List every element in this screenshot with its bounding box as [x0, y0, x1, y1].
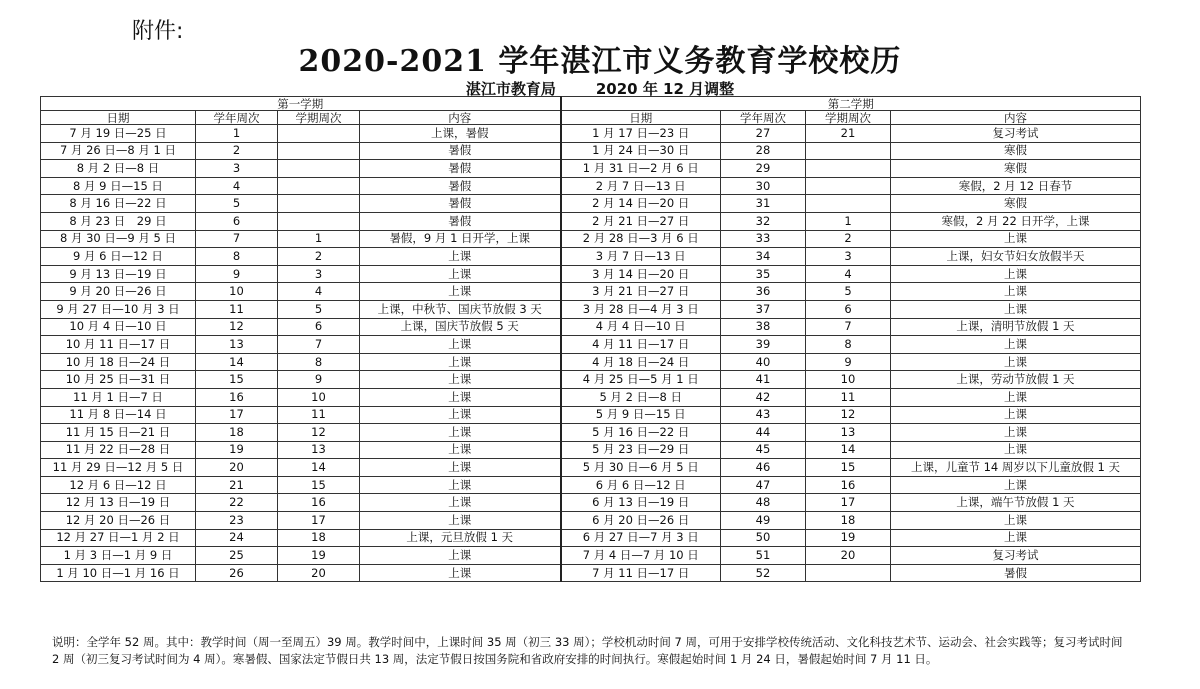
table-row: [41, 300, 1141, 318]
term1-term-week-cell: 2: [278, 248, 360, 266]
term2-content-cell: 上课: [891, 230, 1141, 248]
term2-year-week-cell: 33: [721, 230, 806, 248]
term1-year-week-cell: 19: [196, 441, 278, 459]
term1-year-week-cell: 23: [196, 512, 278, 530]
term1-term-week-cell: 14: [278, 459, 360, 477]
table-row: [41, 195, 1141, 213]
term2-term-week-cell: 15: [806, 459, 891, 477]
calendar-table: [40, 96, 1141, 582]
table-row: [41, 265, 1141, 283]
term2-year-week-cell: 48: [721, 494, 806, 512]
term2-term-week-cell: 6: [806, 300, 891, 318]
table-row: [41, 476, 1141, 494]
term1-term-week-cell: 5: [278, 300, 360, 318]
term2-year-week-cell: 32: [721, 212, 806, 230]
column-header-row: [41, 111, 1141, 125]
term2-content-cell: 寒假: [891, 142, 1141, 160]
content-header: 内容: [360, 111, 561, 125]
term1-date-cell: 10 月 4 日—10 日: [41, 318, 196, 336]
table-row: [41, 529, 1141, 547]
attachment-label: 附件:: [132, 19, 184, 44]
table-row: [41, 160, 1141, 178]
table-row: [41, 125, 1141, 143]
term2-year-week-cell: 45: [721, 441, 806, 459]
term1-content-cell: 上课: [360, 441, 561, 459]
term1-term-week-cell: 3: [278, 265, 360, 283]
term1-year-week-cell: 4: [196, 177, 278, 195]
term1-content-cell: 上课: [360, 476, 561, 494]
term1-date-cell: 8 月 16 日—22 日: [41, 195, 196, 213]
term1-term-week-cell: [278, 160, 360, 178]
term2-content-cell: 寒假，2 月 22 日开学，上课: [891, 212, 1141, 230]
term2-year-week-cell: 28: [721, 142, 806, 160]
term1-content-cell: 上课: [360, 353, 561, 371]
term1-term-week-cell: 11: [278, 406, 360, 424]
term2-date-cell: 2 月 21 日—27 日: [561, 212, 721, 230]
term2-year-week-cell: 37: [721, 300, 806, 318]
term2-content-cell: 上课: [891, 283, 1141, 301]
term1-header: 第一学期: [41, 97, 561, 111]
term2-date-cell: 7 月 4 日—7 月 10 日: [561, 547, 721, 565]
term1-year-week-cell: 15: [196, 371, 278, 389]
term1-content-cell: 上课: [360, 265, 561, 283]
term2-year-week-cell: 42: [721, 388, 806, 406]
term-week-header: 学期周次: [806, 111, 891, 125]
term2-content-cell: 上课: [891, 336, 1141, 354]
term2-term-week-cell: [806, 160, 891, 178]
term1-term-week-cell: [278, 195, 360, 213]
term2-date-cell: 1 月 24 日—30 日: [561, 142, 721, 160]
term2-date-cell: 4 月 25 日—5 月 1 日: [561, 371, 721, 389]
term2-term-week-cell: 16: [806, 476, 891, 494]
term1-year-week-cell: 14: [196, 353, 278, 371]
table-row: [41, 283, 1141, 301]
term2-term-week-cell: 8: [806, 336, 891, 354]
term1-term-week-cell: 4: [278, 283, 360, 301]
year-week-header: 学年周次: [721, 111, 806, 125]
term2-content-cell: 上课: [891, 512, 1141, 530]
term1-year-week-cell: 18: [196, 424, 278, 442]
term2-date-cell: 5 月 9 日—15 日: [561, 406, 721, 424]
term1-date-cell: 9 月 27 日—10 月 3 日: [41, 300, 196, 318]
term1-year-week-cell: 6: [196, 212, 278, 230]
term1-term-week-cell: 7: [278, 336, 360, 354]
term2-content-cell: 寒假，2 月 12 日春节: [891, 177, 1141, 195]
term1-content-cell: 上课: [360, 547, 561, 565]
table-row: [41, 547, 1141, 565]
table-row: [41, 177, 1141, 195]
term1-content-cell: 上课: [360, 406, 561, 424]
term2-term-week-cell: 21: [806, 125, 891, 143]
term2-content-cell: 上课: [891, 406, 1141, 424]
term1-content-cell: 暑假，9 月 1 日开学，上课: [360, 230, 561, 248]
term2-term-week-cell: 5: [806, 283, 891, 301]
term2-date-cell: 3 月 7 日—13 日: [561, 248, 721, 266]
term2-term-week-cell: 7: [806, 318, 891, 336]
term1-content-cell: 上课: [360, 424, 561, 442]
term1-date-cell: 8 月 23 日 29 日: [41, 212, 196, 230]
term1-date-cell: 1 月 3 日—1 月 9 日: [41, 547, 196, 565]
term1-term-week-cell: 10: [278, 388, 360, 406]
term2-content-cell: 寒假: [891, 195, 1141, 213]
term2-content-cell: 暑假: [891, 564, 1141, 582]
term1-term-week-cell: 8: [278, 353, 360, 371]
table-row: [41, 212, 1141, 230]
term2-term-week-cell: [806, 142, 891, 160]
term2-date-cell: 5 月 30 日—6 月 5 日: [561, 459, 721, 477]
term1-year-week-cell: 2: [196, 142, 278, 160]
term2-content-cell: 上课: [891, 424, 1141, 442]
term2-year-week-cell: 43: [721, 406, 806, 424]
term1-content-cell: 上课，暑假: [360, 125, 561, 143]
term2-content-cell: 上课，妇女节妇女放假半天: [891, 248, 1141, 266]
date-header: 日期: [41, 111, 196, 125]
term2-year-week-cell: 47: [721, 476, 806, 494]
term2-term-week-cell: 14: [806, 441, 891, 459]
term1-content-cell: 暑假: [360, 177, 561, 195]
term1-content-cell: 上课，中秋节、国庆节放假 3 天: [360, 300, 561, 318]
term2-year-week-cell: 27: [721, 125, 806, 143]
term1-date-cell: 10 月 18 日—24 日: [41, 353, 196, 371]
term2-year-week-cell: 29: [721, 160, 806, 178]
term2-year-week-cell: 46: [721, 459, 806, 477]
term1-date-cell: 12 月 13 日—19 日: [41, 494, 196, 512]
term2-date-cell: 1 月 31 日—2 月 6 日: [561, 160, 721, 178]
term1-date-cell: 7 月 26 日—8 月 1 日: [41, 142, 196, 160]
term2-date-cell: 4 月 18 日—24 日: [561, 353, 721, 371]
table-row: [41, 353, 1141, 371]
term-header-row: [41, 97, 1141, 111]
term1-content-cell: 上课，元旦放假 1 天: [360, 529, 561, 547]
term1-content-cell: 暑假: [360, 160, 561, 178]
term1-date-cell: 11 月 15 日—21 日: [41, 424, 196, 442]
table-row: [41, 512, 1141, 530]
term1-content-cell: 上课: [360, 248, 561, 266]
content-header: 内容: [891, 111, 1141, 125]
term2-date-cell: 2 月 28 日—3 月 6 日: [561, 230, 721, 248]
term1-date-cell: 1 月 10 日—1 月 16 日: [41, 564, 196, 582]
term2-content-cell: 上课: [891, 476, 1141, 494]
term1-date-cell: 9 月 20 日—26 日: [41, 283, 196, 301]
page-title: 2020-2021 学年湛江市义务教育学校校历: [298, 44, 902, 79]
year-week-header: 学年周次: [196, 111, 278, 125]
term2-year-week-cell: 38: [721, 318, 806, 336]
term2-year-week-cell: 51: [721, 547, 806, 565]
term2-year-week-cell: 35: [721, 265, 806, 283]
term1-date-cell: 8 月 30 日—9 月 5 日: [41, 230, 196, 248]
term2-date-cell: 1 月 17 日—23 日: [561, 125, 721, 143]
term2-term-week-cell: 11: [806, 388, 891, 406]
term1-year-week-cell: 8: [196, 248, 278, 266]
term2-date-cell: 2 月 14 日—20 日: [561, 195, 721, 213]
term2-date-cell: 6 月 20 日—26 日: [561, 512, 721, 530]
term2-year-week-cell: 31: [721, 195, 806, 213]
term1-year-week-cell: 24: [196, 529, 278, 547]
term1-term-week-cell: 13: [278, 441, 360, 459]
term1-content-cell: 暑假: [360, 195, 561, 213]
term2-date-cell: 3 月 21 日—27 日: [561, 283, 721, 301]
term2-date-cell: 4 月 4 日—10 日: [561, 318, 721, 336]
term2-year-week-cell: 44: [721, 424, 806, 442]
term2-content-cell: 上课: [891, 353, 1141, 371]
term1-term-week-cell: 1: [278, 230, 360, 248]
term2-content-cell: 上课: [891, 265, 1141, 283]
term1-date-cell: 12 月 6 日—12 日: [41, 476, 196, 494]
term2-year-week-cell: 50: [721, 529, 806, 547]
term1-content-cell: 暑假: [360, 142, 561, 160]
term2-content-cell: 上课: [891, 441, 1141, 459]
issuer-label: 湛江市教育局: [465, 80, 556, 98]
term2-term-week-cell: [806, 195, 891, 213]
term1-content-cell: 上课: [360, 564, 561, 582]
term2-year-week-cell: 52: [721, 564, 806, 582]
term1-year-week-cell: 10: [196, 283, 278, 301]
term1-term-week-cell: 6: [278, 318, 360, 336]
term1-term-week-cell: 16: [278, 494, 360, 512]
term2-year-week-cell: 41: [721, 371, 806, 389]
term1-date-cell: 7 月 19 日—25 日: [41, 125, 196, 143]
term1-date-cell: 11 月 1 日—7 日: [41, 388, 196, 406]
term2-year-week-cell: 30: [721, 177, 806, 195]
term1-year-week-cell: 5: [196, 195, 278, 213]
term1-term-week-cell: [278, 125, 360, 143]
term2-date-cell: 6 月 13 日—19 日: [561, 494, 721, 512]
term2-content-cell: 上课，儿童节 14 周岁以下儿童放假 1 天: [891, 459, 1141, 477]
term2-content-cell: 上课: [891, 388, 1141, 406]
term2-date-cell: 5 月 16 日—22 日: [561, 424, 721, 442]
explanation-note: 说明：全学年 52 周。其中：教学时间（周一至周五）39 周。教学时间中，上课时间 35 周（初三 33 周）；学校机动时间 7 周，可用于安排学校传统活动、文化科技艺术节、运动会、社会实践等；复习考试时间 2 周（初三复习考试时间为 4 周）。寒暑假、国家法定节假日共 13 周，法定节假日按国务院和省政府安排的时间执行。寒假起始时间 1 月 24 日，暑假起始时间 7 月 11 日。: [52, 635, 1123, 666]
table-row: [41, 318, 1141, 336]
term1-content-cell: 上课: [360, 336, 561, 354]
term1-date-cell: 12 月 27 日—1 月 2 日: [41, 529, 196, 547]
term2-date-cell: 7 月 11 日—17 日: [561, 564, 721, 582]
term2-term-week-cell: 3: [806, 248, 891, 266]
term2-date-cell: 4 月 11 日—17 日: [561, 336, 721, 354]
term2-term-week-cell: 19: [806, 529, 891, 547]
term1-content-cell: 暑假: [360, 212, 561, 230]
term1-year-week-cell: 9: [196, 265, 278, 283]
term2-date-cell: 5 月 23 日—29 日: [561, 441, 721, 459]
term2-term-week-cell: 1: [806, 212, 891, 230]
term1-term-week-cell: 20: [278, 564, 360, 582]
term2-term-week-cell: [806, 177, 891, 195]
table-row: [41, 406, 1141, 424]
term1-year-week-cell: 12: [196, 318, 278, 336]
term1-term-week-cell: 9: [278, 371, 360, 389]
term-week-header: 学期周次: [278, 111, 360, 125]
term2-content-cell: 上课: [891, 529, 1141, 547]
term2-term-week-cell: 12: [806, 406, 891, 424]
term1-date-cell: 11 月 22 日—28 日: [41, 441, 196, 459]
term1-content-cell: 上课，国庆节放假 5 天: [360, 318, 561, 336]
term2-term-week-cell: 9: [806, 353, 891, 371]
term2-term-week-cell: 2: [806, 230, 891, 248]
term2-content-cell: 复习考试: [891, 547, 1141, 565]
term2-year-week-cell: 39: [721, 336, 806, 354]
term1-year-week-cell: 16: [196, 388, 278, 406]
table-row: [41, 424, 1141, 442]
term2-term-week-cell: 18: [806, 512, 891, 530]
table-row: [41, 494, 1141, 512]
term2-content-cell: 上课，劳动节放假 1 天: [891, 371, 1141, 389]
term2-date-cell: 3 月 28 日—4 月 3 日: [561, 300, 721, 318]
term1-date-cell: 10 月 25 日—31 日: [41, 371, 196, 389]
table-row: [41, 142, 1141, 160]
table-row: [41, 564, 1141, 582]
table-row: [41, 230, 1141, 248]
table-row: [41, 388, 1141, 406]
term2-term-week-cell: 13: [806, 424, 891, 442]
term1-year-week-cell: 1: [196, 125, 278, 143]
table-row: [41, 248, 1141, 266]
term1-year-week-cell: 13: [196, 336, 278, 354]
term1-date-cell: 9 月 6 日—12 日: [41, 248, 196, 266]
term2-content-cell: 寒假: [891, 160, 1141, 178]
term2-year-week-cell: 40: [721, 353, 806, 371]
term1-date-cell: 10 月 11 日—17 日: [41, 336, 196, 354]
term2-date-cell: 2 月 7 日—13 日: [561, 177, 721, 195]
term2-year-week-cell: 49: [721, 512, 806, 530]
term1-date-cell: 8 月 9 日—15 日: [41, 177, 196, 195]
term1-date-cell: 11 月 8 日—14 日: [41, 406, 196, 424]
term1-year-week-cell: 22: [196, 494, 278, 512]
term2-content-cell: 复习考试: [891, 125, 1141, 143]
term1-year-week-cell: 25: [196, 547, 278, 565]
term1-content-cell: 上课: [360, 371, 561, 389]
term1-term-week-cell: 17: [278, 512, 360, 530]
term2-year-week-cell: 36: [721, 283, 806, 301]
table-row: [41, 441, 1141, 459]
term2-date-cell: 6 月 27 日—7 月 3 日: [561, 529, 721, 547]
term2-term-week-cell: 20: [806, 547, 891, 565]
term1-term-week-cell: [278, 212, 360, 230]
term1-date-cell: 11 月 29 日—12 月 5 日: [41, 459, 196, 477]
term2-term-week-cell: 4: [806, 265, 891, 283]
term1-content-cell: 上课: [360, 512, 561, 530]
term2-header: 第二学期: [561, 97, 1141, 111]
term1-term-week-cell: 12: [278, 424, 360, 442]
table-row: [41, 459, 1141, 477]
term1-term-week-cell: 15: [278, 476, 360, 494]
term1-year-week-cell: 20: [196, 459, 278, 477]
term1-year-week-cell: 11: [196, 300, 278, 318]
term1-term-week-cell: 18: [278, 529, 360, 547]
term1-year-week-cell: 21: [196, 476, 278, 494]
term1-content-cell: 上课: [360, 459, 561, 477]
term2-date-cell: 3 月 14 日—20 日: [561, 265, 721, 283]
term1-term-week-cell: 19: [278, 547, 360, 565]
term2-content-cell: 上课，端午节放假 1 天: [891, 494, 1141, 512]
term1-content-cell: 上课: [360, 388, 561, 406]
term2-date-cell: 5 月 2 日—8 日: [561, 388, 721, 406]
term1-term-week-cell: [278, 177, 360, 195]
term2-term-week-cell: 10: [806, 371, 891, 389]
term1-content-cell: 上课: [360, 494, 561, 512]
term2-term-week-cell: 17: [806, 494, 891, 512]
term1-date-cell: 9 月 13 日—19 日: [41, 265, 196, 283]
term1-year-week-cell: 17: [196, 406, 278, 424]
term2-content-cell: 上课: [891, 300, 1141, 318]
term2-year-week-cell: 34: [721, 248, 806, 266]
term1-year-week-cell: 3: [196, 160, 278, 178]
term1-year-week-cell: 26: [196, 564, 278, 582]
term1-content-cell: 上课: [360, 283, 561, 301]
term2-content-cell: 上课，清明节放假 1 天: [891, 318, 1141, 336]
table-row: [41, 336, 1141, 354]
adjustment-date: 2020 年 12 月调整: [595, 80, 735, 98]
table-row: [41, 371, 1141, 389]
date-header: 日期: [561, 111, 721, 125]
term2-term-week-cell: [806, 564, 891, 582]
term1-date-cell: 12 月 20 日—26 日: [41, 512, 196, 530]
term1-date-cell: 8 月 2 日—8 日: [41, 160, 196, 178]
term1-term-week-cell: [278, 142, 360, 160]
term1-year-week-cell: 7: [196, 230, 278, 248]
term2-date-cell: 6 月 6 日—12 日: [561, 476, 721, 494]
